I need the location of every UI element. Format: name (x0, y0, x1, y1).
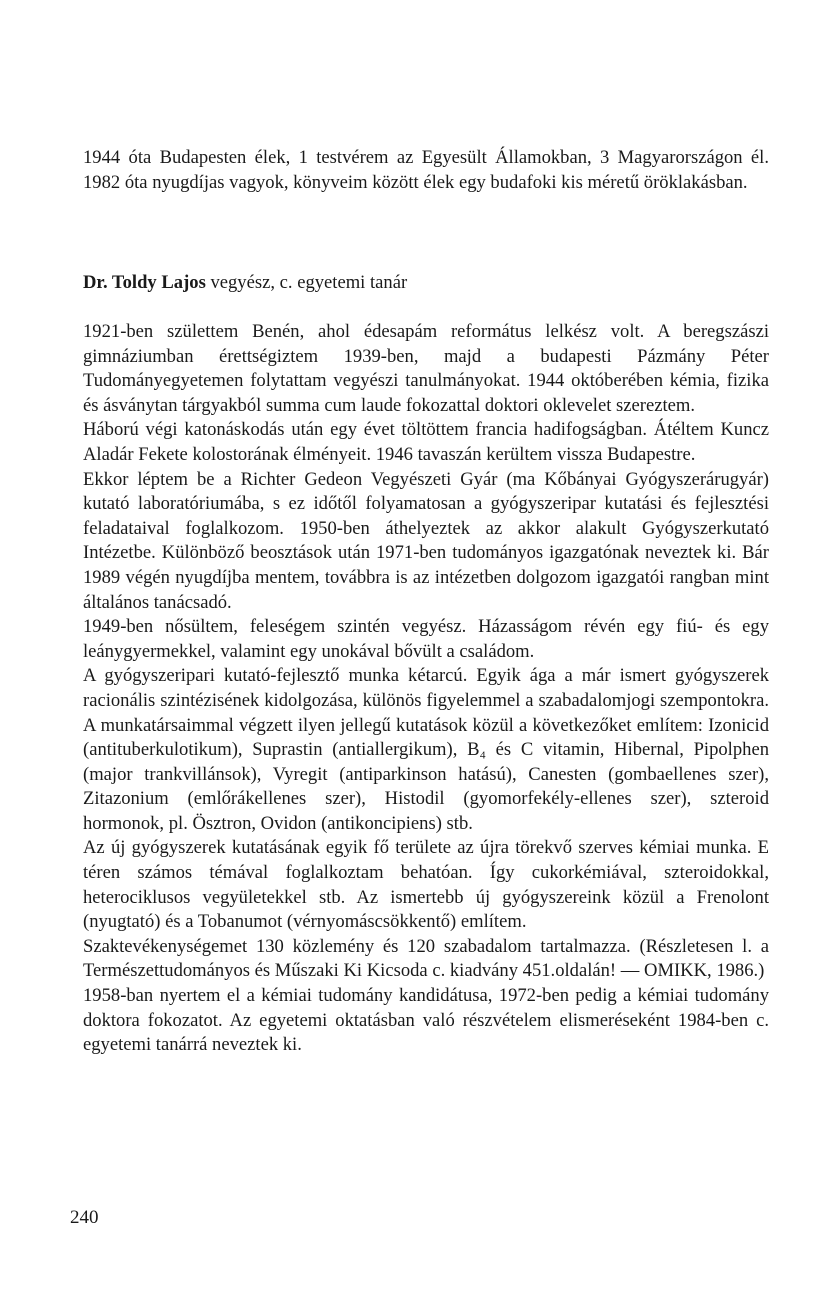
entry-heading (83, 271, 769, 295)
paragraph-publications: Szaktevékenységemet 130 közlemény és 120 szabadalom tartalmazza. (Részletesen l. a Természettudományos és Műszaki Ki Kicsoda c. kiadvány 451.oldalán! — OMIKK, 1986.) (83, 935, 769, 982)
person-name: Dr. Toldy Lajos (83, 272, 206, 293)
person-title: vegyész, c. egyetemi tanár (205, 272, 408, 293)
paragraph-war: Háború végi katonáskodás után egy évet töltöttem francia hadifogságban. Átéltem Kuncz Aladár Fekete kolostorának élményeit. 1946 tavaszán kerültem vissza Budapestre. (83, 419, 769, 465)
paragraph-pharma-research: A gyógyszeripari kutató-fejlesztő munka kétarcú. Egyik ága a már ismert gyógyszerek racionális szintézisének kidolgozása, különös figyelemmel a szabadalomjogi szempontokra. A munkatársaimmal végzett ilyen jellegű kutatások közül a következőket említem: Izonicid (antituberkulotikum), Suprastin (antiallergikum), B₄ és C vitamin, Hibernal, Pipolphen (major trankvillánsok), Vyregit (antiparkinson hatású), Canesten (gombaellenes szer), Zitazonium (emlőrákellenes szer), Histodil (gyomorfekély-ellenes szer), szteroid hormonok, pl. Ösztron, Ovidon (antikoncipiens) stb. (83, 665, 769, 834)
paragraph-organic-chemistry: Az új gyógyszerek kutatásának egyik fő területe az újra törekvő szerves kémiai munka. E téren számos témával foglalkoztam behatóan. Így cukorkémiával, szteroidokkal, heterociklusos vegyületekkel stb. Az ismertebb új gyógyszereink közül a Frenolont (nyugtató) és a Tobanumot (vérnyomáscsökkentő) említem. (83, 837, 769, 933)
intro-paragraph (83, 146, 769, 195)
paragraph-degrees: 1958-ban nyertem el a kémiai tudomány kandidátusa, 1972-ben pedig a kémiai tudomány doktora fokozatot. Az egyetemi oktatásban való részvételem elismeréseként 1984-ben c. egyetemi tanárrá neveztek ki. (83, 985, 769, 1056)
intro-text: 1944 óta Budapesten élek, 1 testvérem az Egyesült Államokban, 3 Magyarországon él. 1982 óta nyugdíjas vagyok, könyveim között élek egy budafoki kis méretű öröklakásban. (83, 147, 769, 193)
paragraph-career: Ekkor léptem be a Richter Gedeon Vegyészeti Gyár (ma Kőbányai Gyógyszerárugyár) kutató laboratóriumába, s ez időtől folyamatosan a gyógyszeripar kutatási és fejlesztési feladataival foglalkozom. 1950-ben áthelyeztek az akkor alakult Gyógyszerkutató Intézetbe. Különböző beosztások után 1971-ben tudományos igazgatónak neveztek ki. Bár 1989 végén nyugdíjba mentem, továbbra is az intézetben dolgozom igazgatói rangban mint általános tanácsadó. (83, 468, 769, 613)
biography-body (83, 320, 769, 1058)
paragraph-family: 1949-ben nősültem, feleségem szintén vegyész. Házasságom révén egy fiú- és egy leánygyermekkel, valamint egy unokával bővült a családom. (83, 616, 769, 662)
paragraph-birth-education: 1921-ben születtem Benén, ahol édesapám református lelkész volt. A beregszászi gimnáziumban érettségiztem 1939-ben, majd a budapesti Pázmány Péter Tudományegyetemen folytattam vegyészi tanulmányokat. 1944 októberében kémia, fizika és ásványtan tárgyakból summa cum laude fokozattal doktori oklevelet szereztem. (83, 321, 769, 416)
page-number: 240 (70, 1207, 99, 1228)
